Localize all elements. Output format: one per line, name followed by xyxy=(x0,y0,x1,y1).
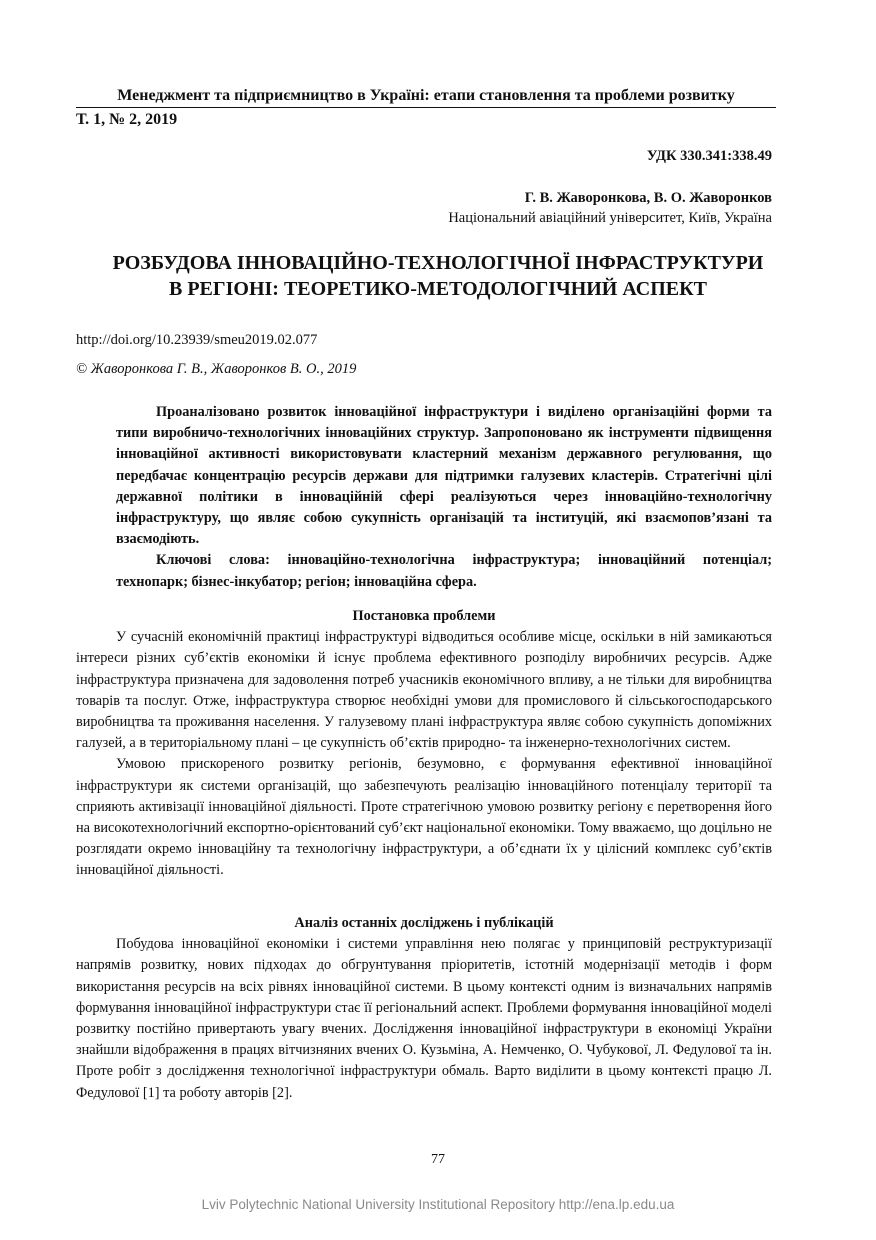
section-literature-review xyxy=(76,913,772,1104)
repository-footer: Lviv Polytechnic National University Institutional Repository http://ena.lp.edu.ua xyxy=(201,1197,675,1212)
journal-volume-issue: Т. 1, № 2, 2019 xyxy=(76,111,178,128)
journal-title: Менеджмент та підприємництво в Україні: етапи становлення та проблеми розвитку xyxy=(76,86,776,108)
section-heading: Постановка проблеми xyxy=(352,608,496,624)
section-problem-statement xyxy=(76,606,772,882)
udc-code: УДК 330.341:338.49 xyxy=(646,148,772,164)
doi-link[interactable]: http://doi.org/10.23939/smeu2019.02.077 xyxy=(76,332,318,348)
article-title-line-2: В РЕГІОНІ: ТЕОРЕТИКО-МЕТОДОЛОГІЧНИЙ АСПЕКТ xyxy=(169,278,707,300)
paragraph: Побудова інноваційної економіки і системи управління нею полягає у принциповій реструктуризації напрямів розвитку, нових підходах до обгрунтування пріоритетів, істотній модернізації методів і форм використання ресурсів на всіх рівнях інноваційної системи. В цьому контексті одним із визначальних напрямів формування інноваційної інфраструктури стає її регіональний аспект. Проблеми формування інноваційної моделі розвитку постійно привертають увагу вчених. Дослідження інноваційної інфраструктури в економіці України знайшли відображення в працях вітчизняних вчених О. Кузьміна, А. Немченко, О. Чубукової, Л. Федулової та ін. Проте робіт з дослідження технологічної інфраструктури обмаль. Варто виділити в цьому контексті працю Л. Федулової [1] та роботу авторів [2]. xyxy=(76,936,772,1101)
article-title-line-1: РОЗБУДОВА ІННОВАЦІЙНО-ТЕХНОЛОГІЧНОЇ ІНФРАСТРУКТУРИ xyxy=(112,252,764,274)
affiliation: Національний авіаційний університет, Київ, Україна xyxy=(448,210,772,226)
article-title xyxy=(60,250,816,302)
copyright: © Жаворонкова Г. В., Жаворонков В. О., 2019 xyxy=(76,361,357,377)
page-number: 77 xyxy=(431,1152,445,1167)
keywords: Ключові слова: інноваційно-технологічна інфраструктура; інноваційний потенціал; технопарк; бізнес-інкубатор; регіон; інноваційна сфера. xyxy=(116,552,772,590)
authors: Г. В. Жаворонкова, В. О. Жаворонков xyxy=(524,190,772,206)
paragraph: Умовою прискореного розвитку регіонів, безумовно, є формування ефективної інноваційної інфраструктури як системи організацій, що забезпечують реалізацію інноваційного потенціалу території та сприяють активізації інноваційної діяльності. Проте стратегічною умовою розвитку регіону є перетворення його на високотехнологічний експортно-орієнтований суб’єкт національної економіки. Тому вважаємо, що доцільно не розглядати окремо інноваційну та технологічну інфраструктури, а об’єднати їх у цілісний комплекс суб’єктів інноваційної діяльності. xyxy=(76,756,772,879)
abstract xyxy=(116,402,772,593)
section-heading: Аналіз останніх досліджень і публікацій xyxy=(294,915,554,931)
abstract-text: Проаналізовано розвиток інноваційної інфраструктури і виділено організаційні форми та типи виробничо-технологічних інноваційних структур. Запропоновано як інструменти підвищення інноваційної активності використовувати кластерний механізм державного регулювання, що передбачає концентрацію ресурсів держави для підтримки галузевих кластерів. Стратегічні цілі державної політики в інноваційній сфері реалізуються через інноваційно-технологічну інфраструктуру, що являє собою сукупність організацій та інституцій, які взаємопов’язані та взаємодіють. xyxy=(116,404,772,548)
paragraph: У сучасній економічній практиці інфраструктурі відводиться особливе місце, оскільки в ній замикаються інтереси різних суб’єктів економіки й існує проблема ефективного розподілу виробничих ресурсів. Адже інфраструктура призначена для задоволення потреб учасників економічного впливу, а не тільки для виробництва товарів та послуг. Отже, інфраструктура створює необхідні умови для промислового й сільськогосподарського виробництва та проживання населення. У галузевому плані інфраструктура являє собою сукупність допоміжних галузей, а в територіальному плані – це сукупність об’єктів природно- та інженерно-технологічних систем. xyxy=(76,629,772,752)
